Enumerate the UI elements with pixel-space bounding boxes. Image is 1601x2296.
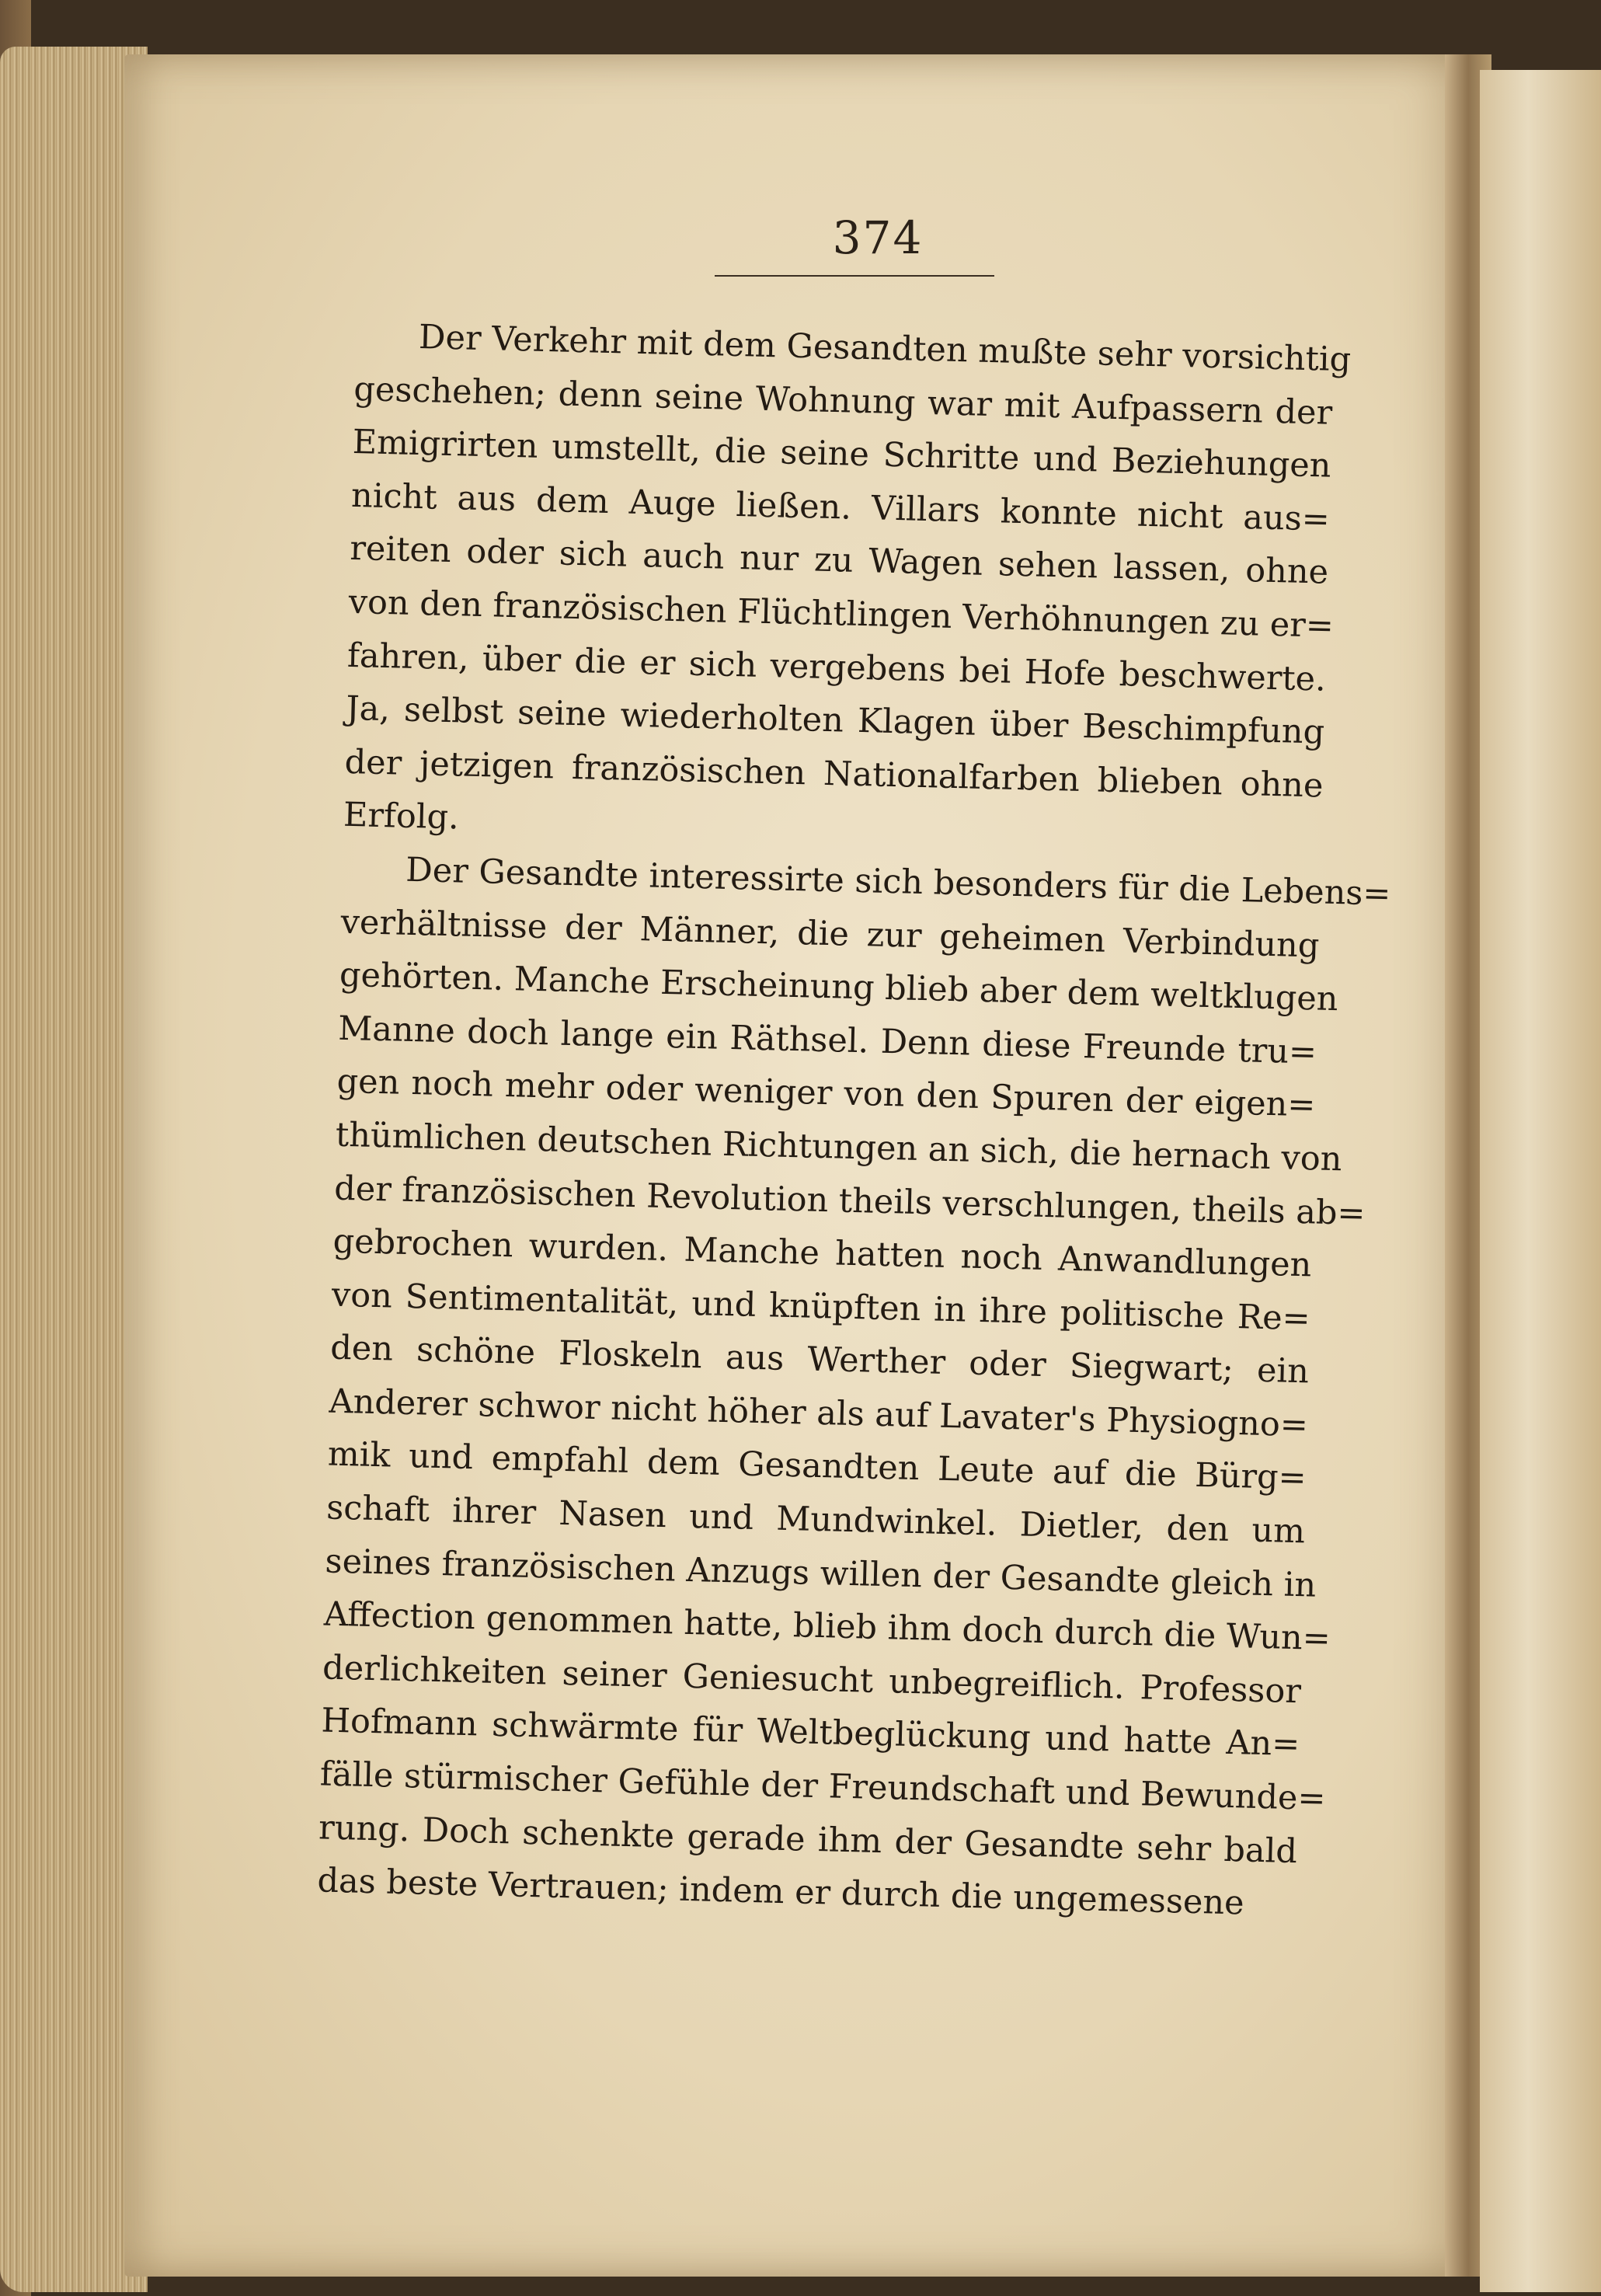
text-line: der französischen Revolution theils verschlungen, theils ab= (333, 1169, 1366, 1233)
text-line: Hofmann schwärmte für Weltbeglückung und hatte An= (320, 1701, 1300, 1765)
text-line: mik und empfahl dem Gesandten Leute auf die Bürg= (327, 1435, 1307, 1498)
text-line: schaft ihrer Nasen und Mundwinkel. Dietler, den um (325, 1488, 1306, 1552)
text-line: nicht aus dem Auge ließen. Villars konnte nicht aus= (350, 476, 1331, 539)
text-line: Ja, selbst seine wiederholten Klagen über Beschimpfung (345, 689, 1325, 752)
header-rule (715, 275, 994, 277)
text-line: gebrochen wurden. Manche hatten noch Anwandlungen (332, 1221, 1312, 1285)
text-line: fälle stürmischer Gefühle der Freundschaft und Bewunde= (319, 1754, 1327, 1819)
text-line: Emigrirten umstellt, die seine Schritte und Beziehungen (352, 423, 1332, 486)
text-line: Manne doch lange ein Räthsel. Denn diese Freunde tru= (337, 1009, 1317, 1072)
page-number: 374 (832, 211, 924, 264)
text-line: Erfolg. (343, 796, 460, 838)
text-line: seines französischen Anzugs willen der Gesandte gleich in (325, 1542, 1317, 1605)
text-line: gen noch mehr oder weniger von den Spuren der eigen= (336, 1062, 1316, 1125)
text-line: Affection genommen hatte, blieb ihm doch durch die Wun= (323, 1594, 1331, 1659)
text-line: den schöne Floskeln aus Werther oder Siegwart; ein (329, 1328, 1310, 1392)
text-line: gehörten. Manche Erscheinung blieb aber dem weltklugen (339, 955, 1339, 1019)
text-line: Der Gesandte interessirte sich besonders für die Lebens= (405, 850, 1392, 914)
text-line: thümlichen deutschen Richtungen an sich, die hernach von (335, 1115, 1342, 1179)
text-line: der jetzigen französischen Nationalfarben blieben ohne (344, 742, 1324, 806)
text-line: Anderer schwor nicht höher als auf Lavater's Physiogno= (329, 1381, 1309, 1445)
text-line: rung. Doch schenkte gerade ihm der Gesandte sehr bald (318, 1808, 1298, 1871)
text-line: derlichkeiten seiner Geniesucht unbegreiflich. Professor (322, 1648, 1302, 1712)
text-line: geschehen; denn seine Wohnung war mit Aufpassern der (353, 369, 1333, 433)
body-text (316, 309, 1392, 1932)
text-line: von Sentimentalität, und knüpften in ihre politische Re= (331, 1275, 1311, 1339)
text-line: reiten oder sich auch nur zu Wagen sehen lassen, ohne (349, 529, 1329, 593)
text-line: fahren, über die er sich vergebens bei Hofe beschwerte. (346, 636, 1327, 699)
text-line: das beste Vertrauen; indem er durch die ungemessene (316, 1861, 1245, 1923)
facing-page-edge (1480, 70, 1601, 2292)
text-line: Der Verkehr mit dem Gesandten mußte sehr vorsichtig (418, 318, 1352, 380)
text-line: von den französischen Flüchtlingen Verhöhnungen zu er= (348, 582, 1335, 646)
text-line: verhältnisse der Männer, die zur geheimen Verbindung (340, 902, 1320, 966)
